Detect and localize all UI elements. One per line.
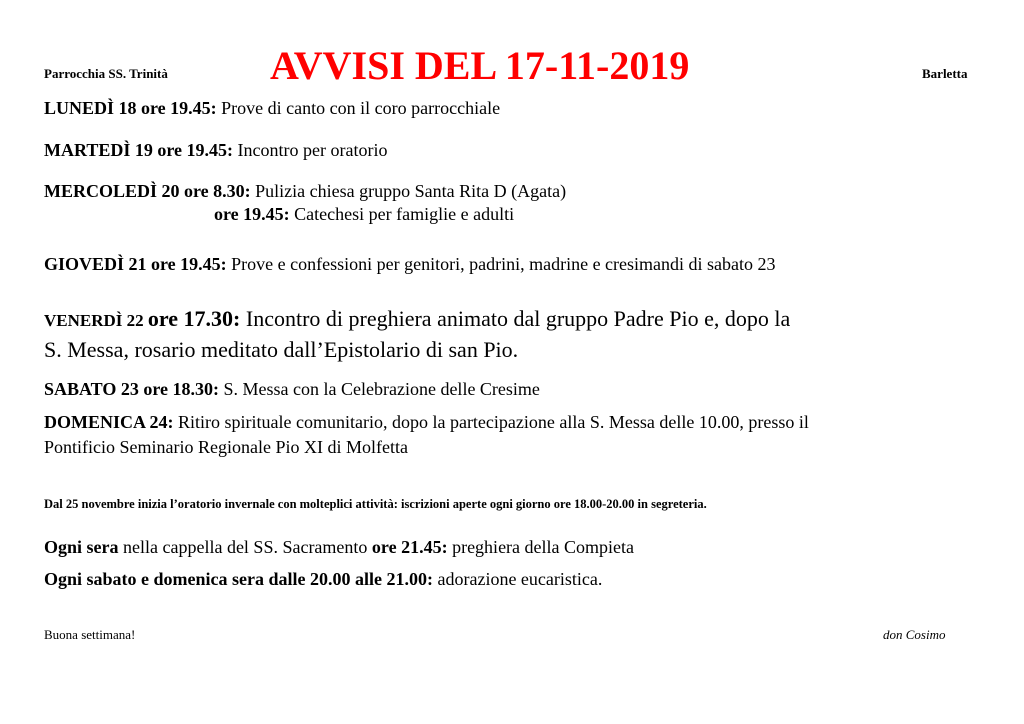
compieta-lead: Ogni sera [44,537,119,557]
adorazione-when: Ogni sabato e domenica sera dalle 20.00 alle 21.00: [44,569,433,589]
notice-martedi-when: MARTEDÌ 19 ore 19.45: [44,140,234,160]
adorazione-notice [44,569,602,590]
notice-martedi-text: Incontro per oratorio [233,140,388,160]
notice-domenica [44,412,809,433]
adorazione-text: adorazione eucaristica. [432,569,603,589]
notice-mercoledi-second [214,204,514,225]
city-name: Barletta [922,66,968,81]
notice-mercoledi-when: MERCOLEDÌ 20 ore 8.30: [44,181,251,201]
notice-venerdi-text: Incontro di preghiera animato dal gruppo Padre Pio e, dopo la [240,306,791,331]
notice-martedi [44,140,387,161]
notice-giovedi-when: GIOVEDÌ 21 ore 19.45: [44,254,227,274]
footer-greeting: Buona settimana! [44,627,136,642]
page-title: AVVISI DEL 17-11-2019 [270,43,690,88]
notice-mercoledi-text: Pulizia chiesa gruppo Santa Rita D (Agata) [250,181,567,201]
notice-sabato-text: S. Messa con la Celebrazione delle Cresime [219,379,540,399]
compieta-text: preghiera della Compieta [447,537,635,557]
compieta-mid: nella cappella del SS. Sacramento [118,537,372,557]
notice-giovedi-text: Prove e confessioni per genitori, padrini, madrine e cresimandi di sabato 23 [226,254,776,274]
notice-sabato-when: SABATO 23 ore 18.30: [44,379,220,399]
notice-venerdi-when: ore 17.30: [147,306,241,331]
notice-domenica-second: Pontificio Seminario Regionale Pio XI di Molfetta [44,437,408,457]
parish-name: Parrocchia SS. Trinità [44,66,168,81]
notice-sabato [44,379,540,400]
compieta-notice [44,537,634,558]
notice-venerdi [44,306,790,332]
notice-domenica-text: Ritiro spirituale comunitario, dopo la partecipazione alla S. Messa delle 10.00, presso il [173,412,809,432]
notice-mercoledi-text2: Catechesi per famiglie e adulti [289,204,515,224]
notice-lunedi [44,98,500,119]
oratorio-notice: Dal 25 novembre inizia l’oratorio invernale con molteplici attività: iscrizioni aperte ogni giorno ore 18.00-20.00 in segreteria. [44,497,707,511]
notice-mercoledi-when2: ore 19.45: [214,204,290,224]
footer-signature: don Cosimo [883,627,946,642]
notice-lunedi-text: Prove di canto con il coro parrocchiale [216,98,501,118]
notice-domenica-when: DOMENICA 24: [44,412,174,432]
notice-lunedi-when: LUNEDÌ 18 ore 19.45: [44,98,217,118]
notice-giovedi [44,254,776,275]
notice-mercoledi [44,181,566,202]
notice-venerdi-second: S. Messa, rosario meditato dall’Epistolario di san Pio. [44,337,519,362]
compieta-when: ore 21.45: [371,537,448,557]
notice-venerdi-day: VENERDÌ 22 [44,311,148,330]
